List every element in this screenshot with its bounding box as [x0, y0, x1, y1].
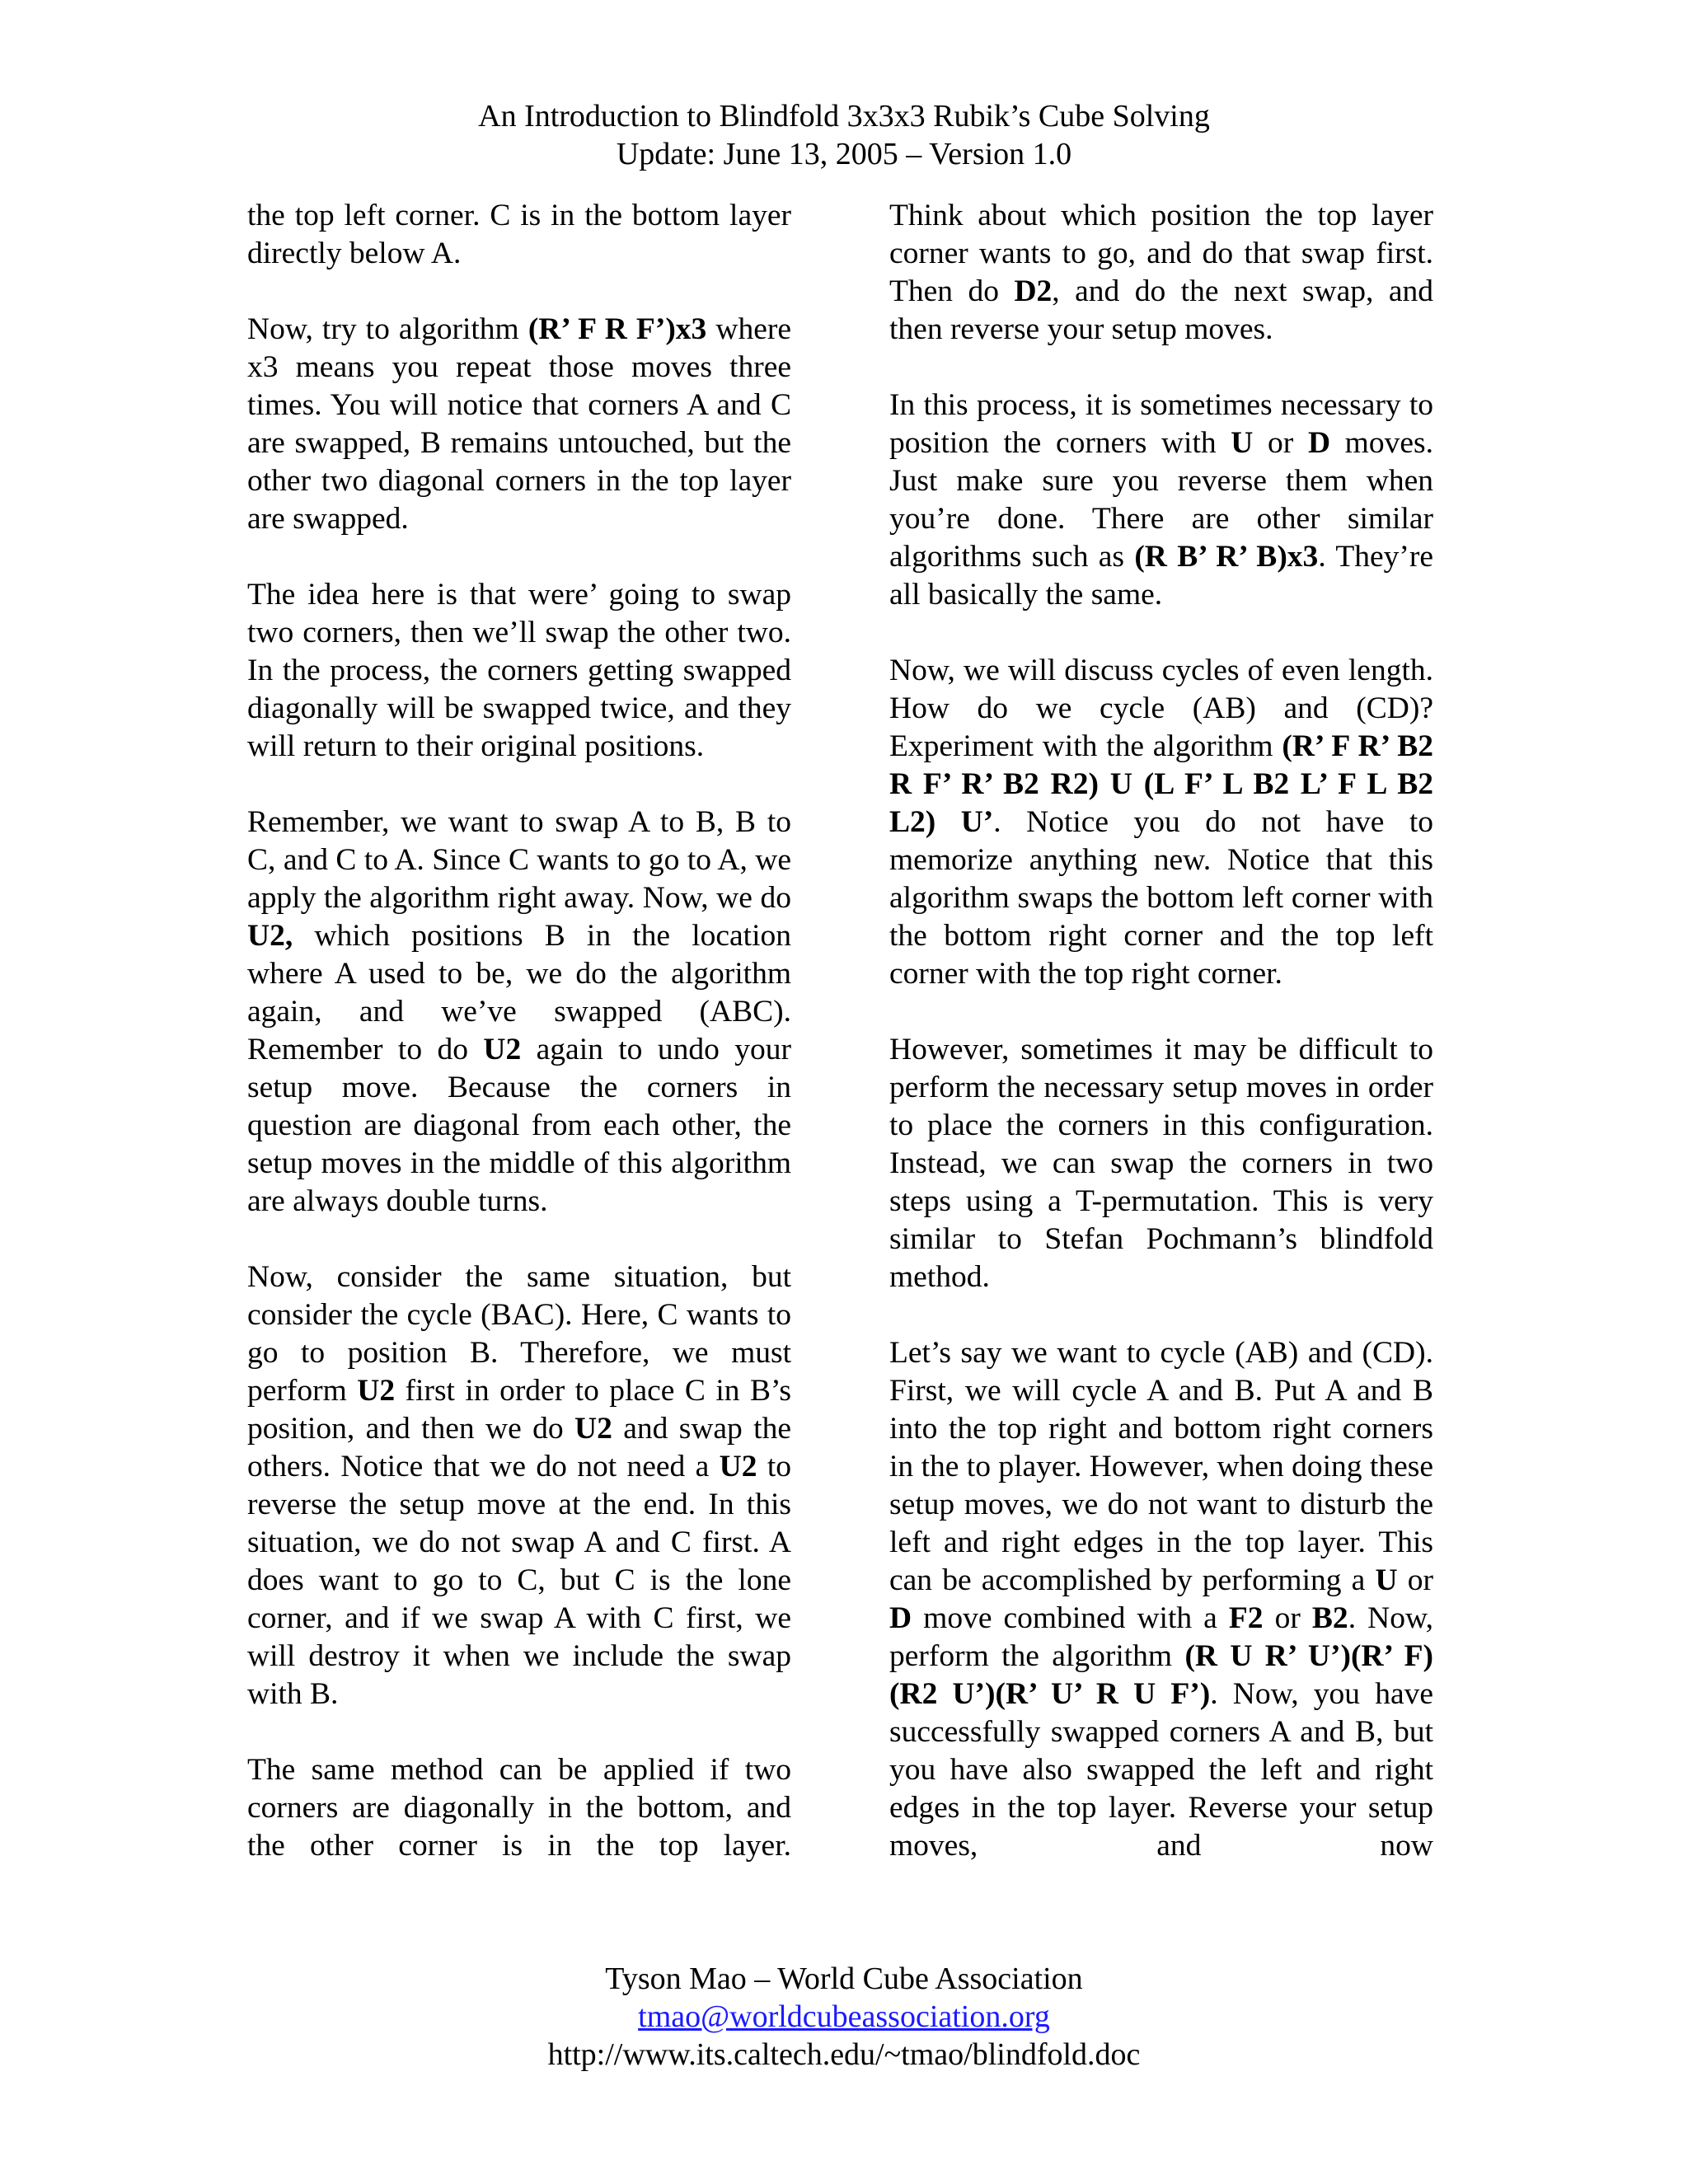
page-footer [0, 1960, 1688, 2074]
footer-url: http://www.its.caltech.edu/~tmao/blindfold.doc [547, 2037, 1141, 2072]
paragraph: Think about which position the top layer corner wants to go, and do that swap first. Then do D2, and do the next swap, and then reverse your setup moves. [889, 199, 1433, 346]
paragraph: However, sometimes it may be difficult to perform the necessary setup moves in order to place the corners in this configuration. Instead, we can swap the corners in two steps using a T-permutation. This is very similar to Stefan Pochmann’s blindfold method. [889, 1033, 1433, 1294]
document-title: An Introduction to Blindfold 3x3x3 Rubik’s Cube Solving [478, 99, 1210, 134]
footer-author: Tyson Mao – World Cube Association [605, 1961, 1083, 1996]
paragraph: The idea here is that were’ going to swap two corners, then we’ll swap the other two. In the process, the corners getting swapped diagonally will be swapped twice, and they will return to their original positions. [247, 578, 791, 763]
paragraph: In this process, it is sometimes necessary to position the corners with U or D moves. Just make sure you reverse them when you’re done. There are other similar algorithms such as (R B’ R’ B)x3. They’re all basically the same. [889, 388, 1433, 612]
left-column [247, 197, 791, 1903]
paragraph: Now, consider the same situation, but consider the cycle (BAC). Here, C wants to go to position B. Therefore, we must perform U2 first in order to place C in B’s position, and then we do U2 and swap the others. Notice that we do not need a U2 to reverse the setup move at the end. In this situation, we do not swap A and C first. A does want to go to C, but C is the lone corner, and if we swap A with C first, we will destroy it when we include the swap with B. [247, 1260, 792, 1711]
right-column [889, 197, 1433, 1903]
paragraph: Let’s say we want to cycle (AB) and (CD). First, we will cycle A and B. Put A and B into the top right and bottom right corners in the to player. However, when doing these setup moves, we do not want to disturb the left and right edges in the top layer. This can be accomplished by performing a U or D move combined with a F2 or B2. Now, perform the algorithm (R U R’ U’)(R’ F)(R2 U’)(R’ U’ R U F’). Now, you have successfully swapped corners A and B, but you have also swapped the left and right edges in the top layer. Reverse your setup moves, and now [889, 1336, 1433, 1863]
page-header [0, 97, 1688, 173]
paragraph: the top left corner. C is in the bottom layer directly below A. [247, 199, 791, 270]
paragraph: Now, we will discuss cycles of even length. How do we cycle (AB) and (CD)? Experiment with the algorithm (R’ F R’ B2 R F’ R’ B2 R2) U (L F’ L B2 L’ F L B2 L2) U’. Notice you do not have to memorize anything new. Notice that this algorithm swaps the bottom left corner with the bottom right corner and the top left corner with the top right corner. [889, 654, 1433, 991]
document-update-line: Update: June 13, 2005 – Version 1.0 [616, 137, 1072, 171]
footer-email-link[interactable]: tmao@worldcubeassociation.org [638, 1999, 1050, 2034]
paragraph: Remember, we want to swap A to B, B to C, and C to A. Since C wants to go to A, we apply the algorithm right away. Now, we do U2, which positions B in the location where A used to be, we do the algorithm again, and we’ve swapped (ABC). Remember to do U2 again to undo your setup move. Because the corners in question are diagonal from each other, the setup moves in the middle of this algorithm are always double turns. [247, 805, 791, 1218]
paragraph: Now, try to algorithm (R’ F R F’)x3 where x3 means you repeat those moves three times. You will notice that corners A and C are swapped, B remains untouched, but the other two diagonal corners in the top layer are swapped. [247, 312, 792, 536]
paragraph: The same method can be applied if two corners are diagonally in the bottom, and the other corner is in the top layer. [247, 1753, 791, 1863]
